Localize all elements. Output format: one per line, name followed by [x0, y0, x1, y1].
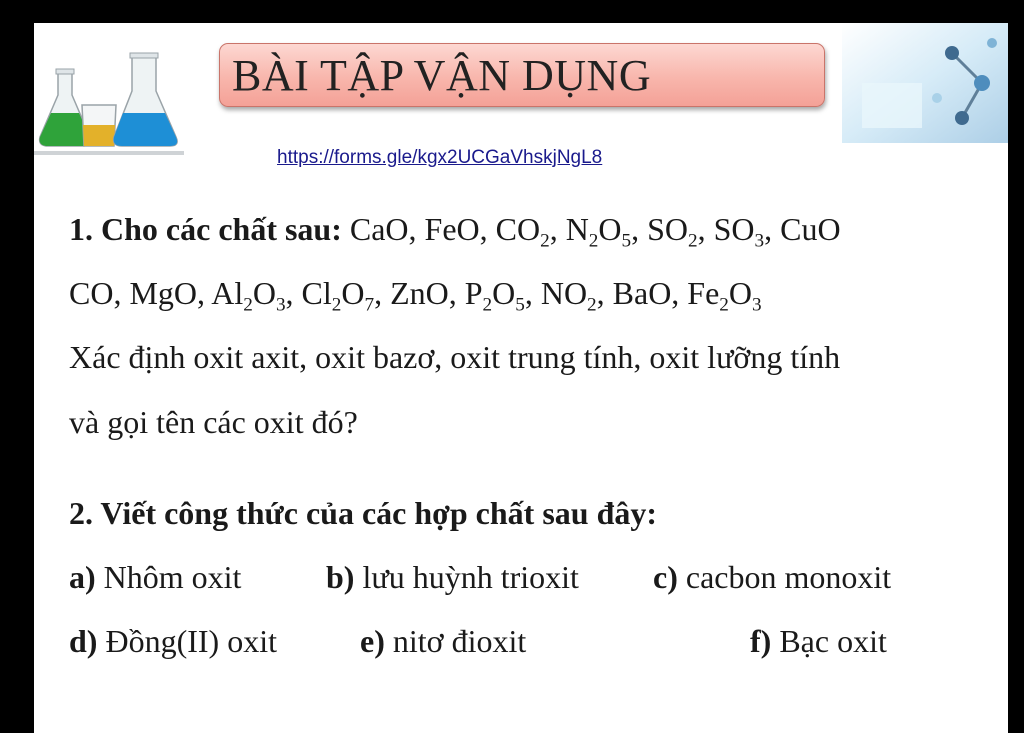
q1-line-4: và gọi tên các oxit đó? [69, 404, 358, 440]
oxide-formula: CaO [349, 211, 409, 247]
oxide-formula: $N_2O_5$ [565, 211, 632, 252]
oxide-formula: $Fe_2O_3$ [687, 275, 762, 316]
q2-item-text: cacbon monoxit [685, 559, 892, 595]
oxide-formula: $Al_2O_3$ [211, 275, 286, 316]
oxide-formula: $CO_2$ [495, 211, 550, 252]
oxide-formula: $NO_2$ [540, 275, 597, 316]
q2-item-text: Bạc oxit [779, 623, 887, 659]
q2-item-letter: d) [69, 623, 98, 659]
q2-item-text: lưu huỳnh trioxit [362, 559, 579, 595]
q2-item-b [326, 559, 579, 596]
oxide-formula: FeO [424, 211, 480, 247]
q2-item-letter: f) [750, 623, 772, 659]
slide-title: BÀI TẬP VẬN DỤNG [232, 51, 652, 100]
q2-item-letter: c) [653, 559, 678, 595]
q2-item-a [69, 559, 241, 596]
q2-item-letter: b) [326, 559, 355, 595]
q1-line-1 [69, 211, 841, 252]
oxide-formula: $Cl_2O_7$ [301, 275, 375, 316]
q2-item-c [653, 559, 891, 596]
oxide-formula: $SO_3$ [713, 211, 765, 252]
form-link[interactable]: https://forms.gle/kgx2UCGaVhskjNgL8 [277, 147, 603, 168]
molecule-decoration-icon [842, 23, 1008, 143]
q2-lead-text: 2. Viết công thức của các hợp chất sau đây: [69, 495, 658, 531]
oxide-formula: BaO [612, 275, 672, 311]
lab-glassware-icon [34, 33, 184, 163]
q2-item-letter: a) [69, 559, 96, 595]
q2-item-text: nitơ đioxit [392, 623, 527, 659]
oxide-formula: $P_2O_5$ [464, 275, 525, 316]
q2-item-f [750, 623, 887, 660]
oxide-formula: MgO [129, 275, 198, 311]
q1-line-2 [69, 275, 762, 316]
oxide-formula: ZnO [390, 275, 449, 311]
q2-item-e [360, 623, 526, 660]
q2-item-d [69, 623, 277, 660]
q2-item-text: Nhôm oxit [103, 559, 242, 595]
title-banner [219, 43, 825, 107]
oxide-formula: CO [69, 275, 114, 311]
oxide-list-2: CO, MgO, $Al_2O_3$, $Cl_2O_7$, ZnO, $P_2O_5$, $NO_2$, BaO, $Fe_2O_3$ [69, 275, 762, 316]
q2-item-letter: e) [360, 623, 385, 659]
oxide-formula: CuO [780, 211, 841, 247]
slide [34, 23, 1008, 733]
q2-lead [69, 495, 657, 532]
q1-lead: 1. Cho các chất sau: [69, 211, 342, 247]
q2-item-text: Đồng(II) oxit [105, 623, 277, 659]
q1-line-3: Xác định oxit axit, oxit bazơ, oxit trung tính, oxit lưỡng tính [69, 339, 841, 375]
oxide-formula: $SO_2$ [647, 211, 698, 252]
oxide-list-1: CaO, FeO, $CO_2$, $N_2O_5$, $SO_2$, $SO_3$, CuO [349, 211, 841, 252]
